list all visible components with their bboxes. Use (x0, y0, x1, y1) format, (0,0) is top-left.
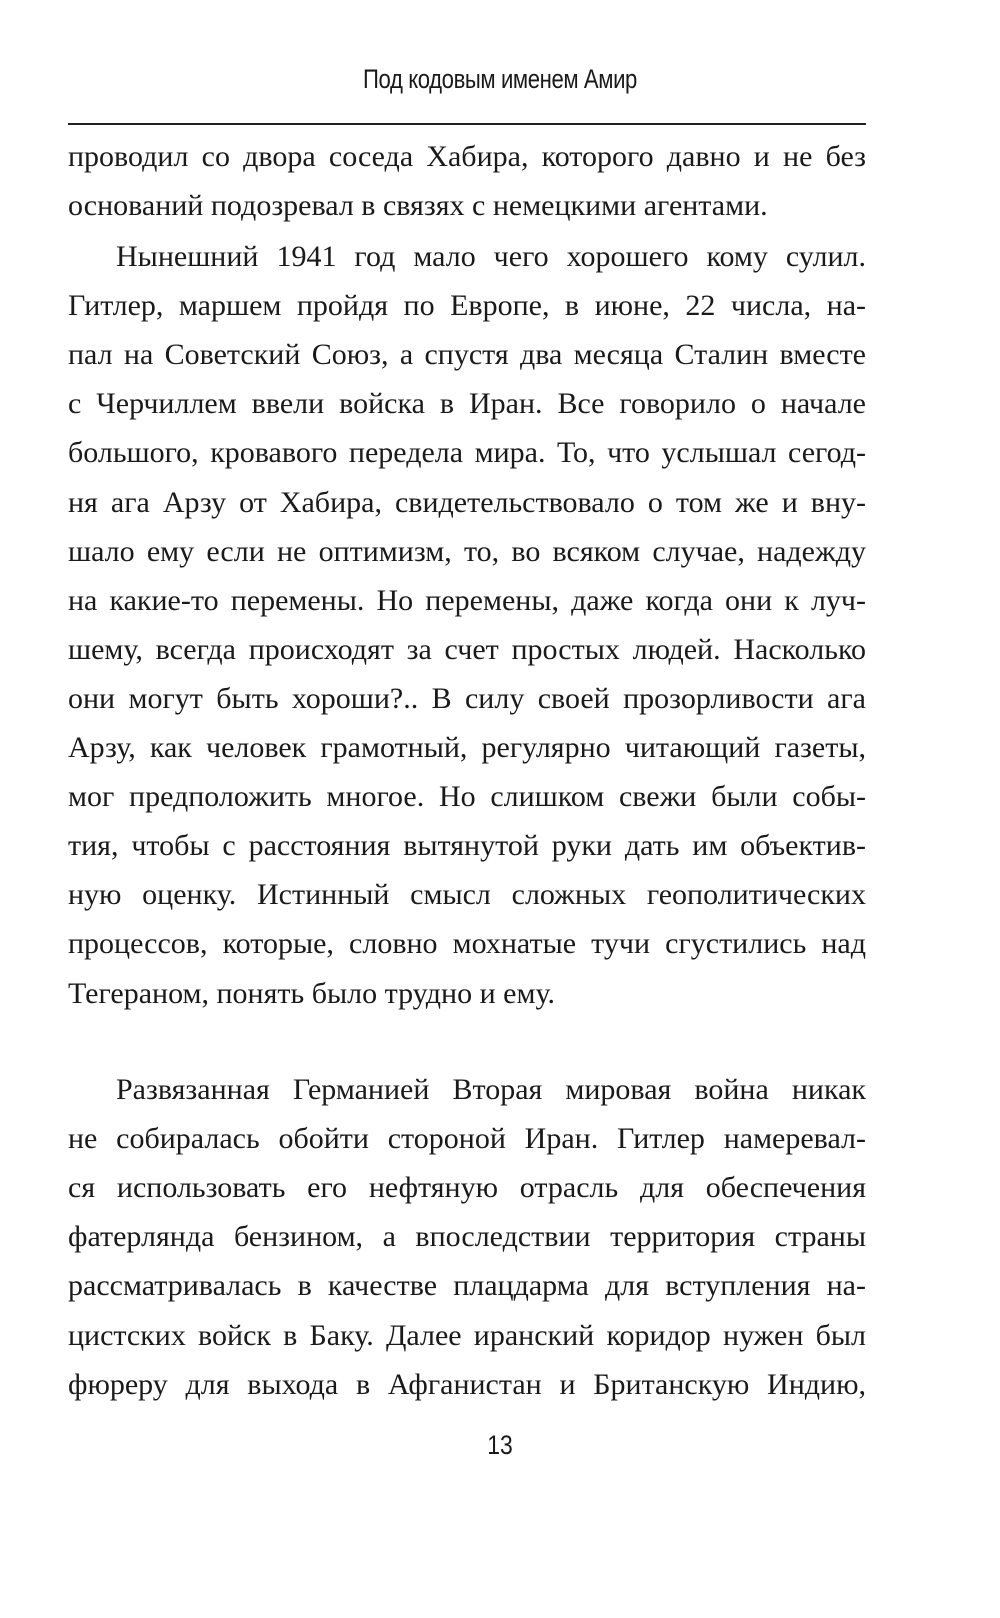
text-line: ную оценку. Истинный смысл сложных геополитических (68, 878, 866, 912)
header-rule (68, 123, 866, 125)
text-line: фатерлянда бензином, а впоследствии территория страны (68, 1220, 866, 1254)
text-line: процессов, которые, словно мохнатые тучи сгустились над (68, 927, 866, 961)
text-line: большого, кровавого передела мира. То, что услышал сегод- (68, 436, 866, 470)
text-line: на какие-то перемены. Но перемены, даже когда они к луч- (68, 583, 866, 617)
text-line: шему, всегда происходят за счет простых людей. Насколько (68, 632, 866, 666)
text-line: Арзу, как человек грамотный, регулярно читающий газеты, (68, 731, 866, 764)
text-line: мог предположить многое. Но слишком свежи были собы- (68, 780, 866, 814)
text-line: Развязанная Германией Вторая мировая война никак (116, 1073, 866, 1106)
text-line: цистских войск в Баку. Далее иранский коридор нужен был (68, 1318, 866, 1352)
running-header: Под кодовым именем Амир (363, 64, 637, 94)
text-line: Гитлер, маршем пройдя по Европе, в июне, 22 числа, на- (68, 289, 866, 323)
text-line: рассматривалась в качестве плацдарма для вступления на- (68, 1269, 866, 1303)
text-line: ся использовать его нефтяную отрасль для обеспечения (68, 1171, 866, 1205)
text-line: оснований подозревал в связях с немецкими агентами. (68, 189, 768, 223)
text-line: они могут быть хороши?.. В силу своей прозорливости ага (68, 681, 866, 715)
text-line: тия, чтобы с расстояния вытянутой руки дать им объектив- (68, 829, 866, 863)
text-line: проводил со двора соседа Хабира, которого давно и не без (68, 140, 866, 173)
text-line: Нынешний 1941 год мало чего хорошего кому сулил. (116, 240, 866, 273)
text-line: не собиралась обойти стороной Иран. Гитлер намеревал- (68, 1122, 866, 1156)
text-line: Тегераном, понять было трудно и ему. (68, 976, 555, 1010)
page-number: 13 (487, 1430, 513, 1460)
text-line: фюреру для выхода в Афганистан и Британскую Индию, (68, 1367, 866, 1401)
text-line: с Черчиллем ввели войска в Иран. Все говорило о начале (68, 387, 866, 421)
text-line: ня ага Арзу от Хабира, свидетельствовало о том же и вну- (68, 485, 866, 519)
text-line: пал на Советский Союз, а спустя два месяца Сталин вместе (68, 338, 866, 372)
text-line: шало ему если не оптимизм, то, во всяком случае, надежду (68, 534, 866, 568)
